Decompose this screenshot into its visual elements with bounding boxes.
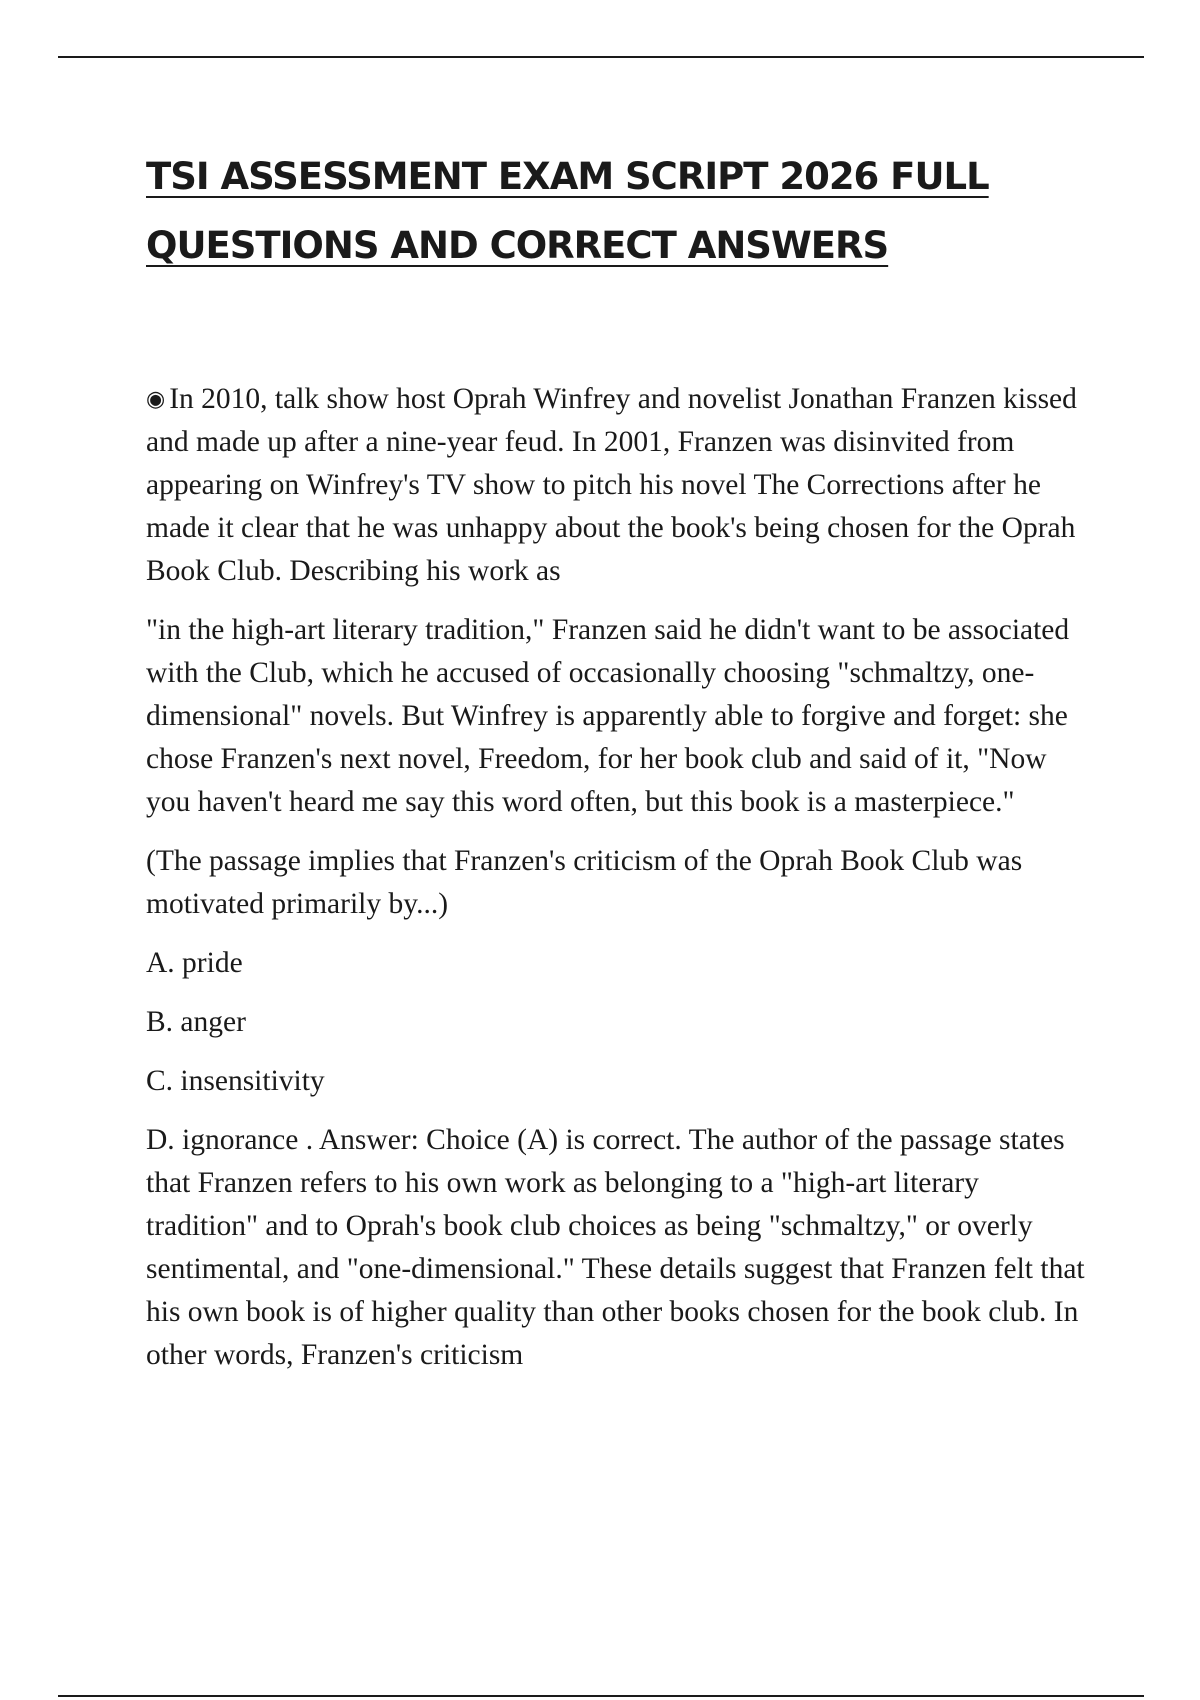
page-title [146,142,1086,280]
bottom-divider [58,1695,1144,1697]
option-c: C. insensitivity [146,1065,325,1097]
option-d [146,1119,1096,1377]
question-paragraph: (The passage implies that Franzen's criticism of the Oprah Book Club was motivated primarily by...) [146,845,1023,920]
option-a: A. pride [146,947,243,979]
option-d-label: D. ignorance [146,1124,299,1156]
option-b: B. anger [146,1006,246,1038]
continuation-paragraph: "in the high-art literary tradition," Franzen said he didn't want to be associated with the Club, which he accused of occasionally choosing "schmaltzy, one-dimensional" novels. But Winfrey is apparently able to forgive and forget: she chose Franzen's next novel, Freedom, for her book club and said of it, "Now you haven't heard me say this word often, but this book is a masterpiece." [146,614,1070,818]
radio-bullet-icon: ◉ [146,387,166,412]
page-title-text: TSI ASSESSMENT EXAM SCRIPT 2026 FULL QUESTIONS AND CORRECT ANSWERS [146,155,989,267]
top-divider [58,56,1144,58]
intro-text: In 2010, talk show host Oprah Winfrey and novelist Jonathan Franzen kissed and made up after a nine-year feud. In 2001, Franzen was disinvited from appearing on Winfrey's TV show to pitch his novel The Corrections after he made it clear that he was unhappy about the book's being chosen for the Oprah Book Club. Describing his work as [146,383,1077,587]
answer-explanation: . Answer: Choice (A) is correct. The author of the passage states that Franzen refers to his own work as belonging to a "high-art literary tradition" and to Oprah's book club choices as being "schmaltzy," or overly sentimental, and "one-dimensional." These details suggest that Franzen felt that his own book is of higher quality than other books chosen for the book club. In other words, Franzen's criticism [146,1124,1085,1371]
intro-paragraph [146,378,1096,593]
document-body [146,378,1096,1393]
